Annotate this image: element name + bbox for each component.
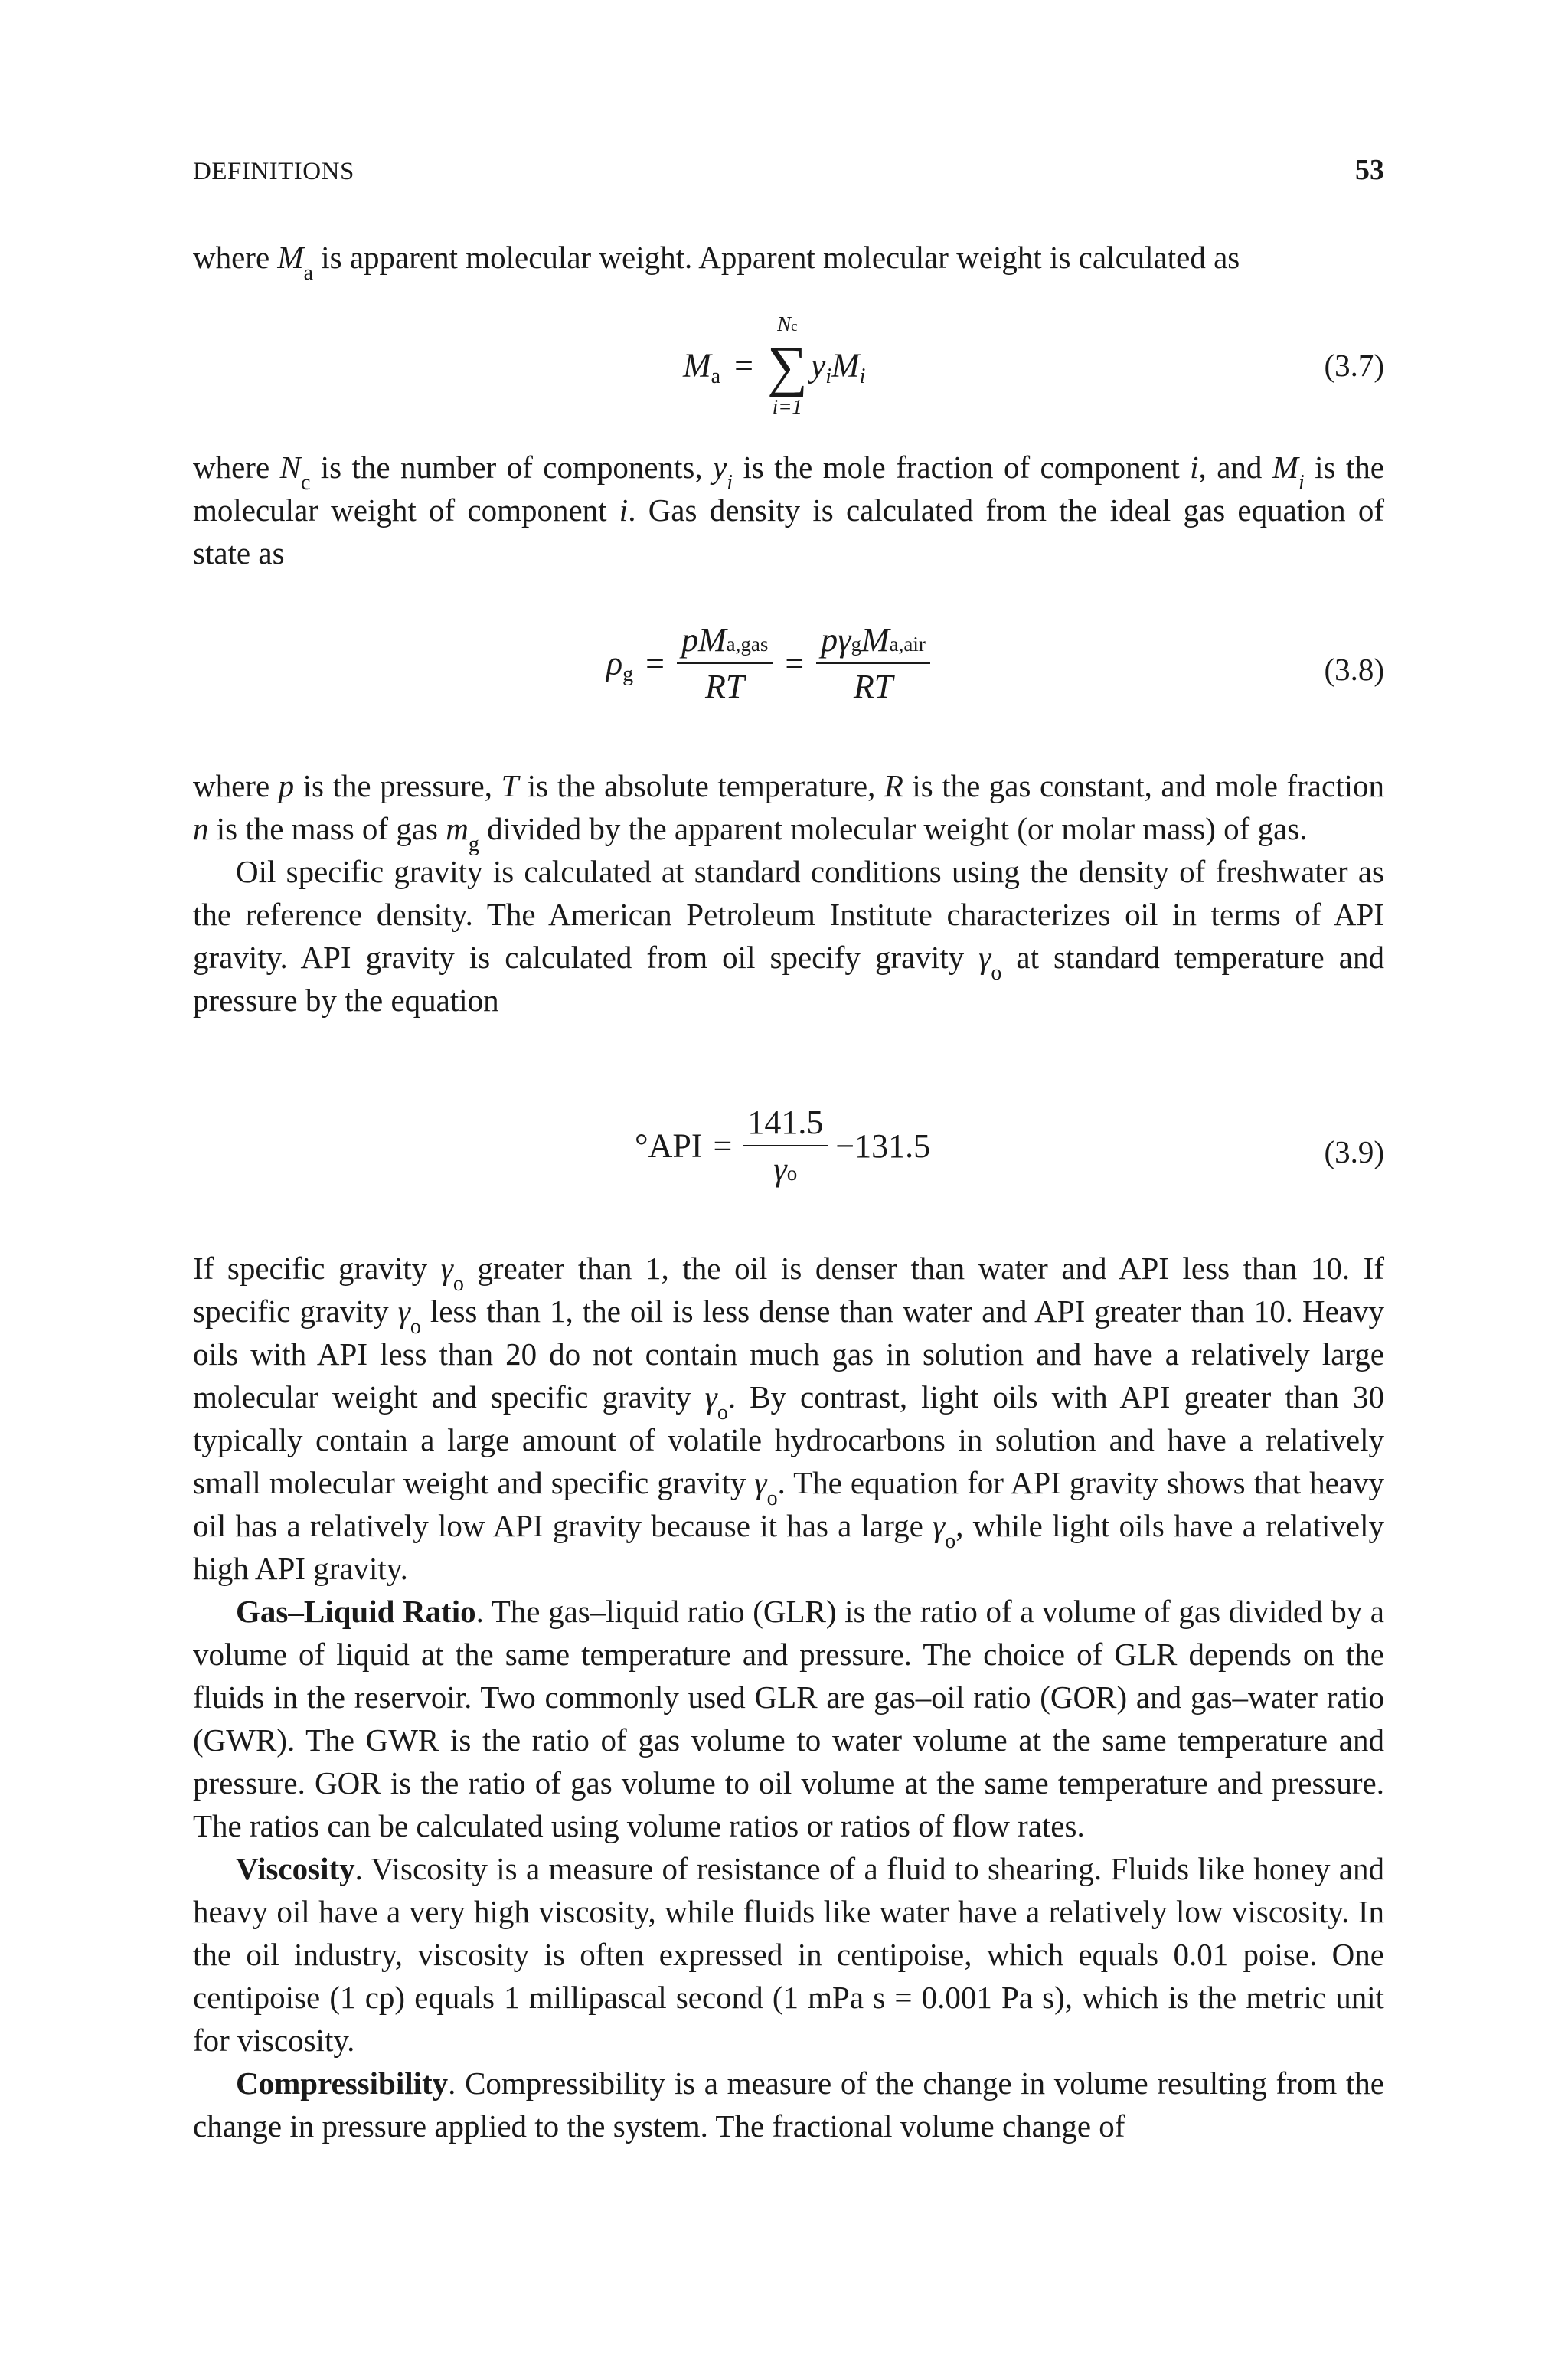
equation-number: (3.8) (1324, 652, 1384, 687)
fraction-gas-density: $\frac{\text{pMa,gas}}{RT}$ (677, 620, 773, 706)
page-number: 53 (1355, 154, 1384, 186)
paragraph-oil-specific-gravity: Oil specific gravity is calculated at standard conditions using the density of freshwater as the reference density. The American Petroleum Institute characterizes oil in terms of API gravity. API gravity is calculated from oil specify gravity $\gamma_o$ at standard temperature and pressure by the equation (193, 854, 1384, 1018)
term-viscosity: Viscosity (236, 1851, 355, 1886)
equation-3-9-body: °API = $\frac{141.5}{\gamma o}$ −131.5 (635, 1104, 931, 1188)
term-compressibility: Compressibility (236, 2065, 449, 2101)
equation-number: (3.7) (1324, 348, 1384, 383)
paragraph-gas-liquid-ratio: Gas–Liquid Ratio. The gas–liquid ratio (GLR) is the ratio of a volume of gas divided by a volume of liquid at the same temperature and pressure. The choice of GLR depends on the fluids in the reservoir. Two commonly used GLR are gas–oil ratio (GOR) and gas–water ratio (GWR). The GWR is the ratio of gas volume to water volume at the same temperature and pressure. GOR is the ratio of gas volume to oil volume at the same temperature and pressure. The ratios can be calculated using volume ratios or ratios of flow rates. (193, 1594, 1384, 1843)
equation-3-8 (193, 620, 1384, 728)
paragraph-ideal-gas: where p is the pressure, T is the absolute temperature, R is the gas constant, and mole fraction n is the mass of gas $m_g$ divided by the apparent molecular weight (or molar mass) of gas. Oil specific gravity is calculated at standard conditions using the density of freshwater as the reference density. The American Petroleum Institute characterizes oil in terms of API gravity. API gravity is calculated from oil specify gravity $\gamma_o$ at standard temperature and pressure by the equation (193, 764, 1384, 1022)
equation-3-8-body: ρg = $\frac{\text{pMa,gas}}{RT}$ = $\frac{\text{pγgMa,air}}{RT}$ (606, 620, 930, 706)
summation: Nc ∑ i=1 (766, 312, 808, 418)
term-gas-liquid-ratio: Gas–Liquid Ratio (236, 1594, 476, 1629)
equation-3-7-body: Ma = Nc ∑ i=1 yiMi (683, 312, 866, 418)
paragraph-components: where $N_c$ is the number of components, $y_i$ is the mole fraction of component i, and $M_i$ is the molecular weight of component i. Gas density is calculated from the ideal gas equation of state as (193, 450, 1384, 571)
fraction-api: $\frac{141.5}{\gamma o}$ (743, 1103, 828, 1189)
equation-3-9 (193, 1103, 1384, 1210)
running-header (193, 153, 1384, 187)
equation-3-7 (193, 312, 1384, 427)
fraction-specific-gravity: $\frac{\text{pγgMa,air}}{RT}$ (816, 620, 930, 706)
paragraph-compressibility: Compressibility. Compressibility is a measure of the change in volume resulting from the change in pressure applied to the system. The fractional volume change of (193, 2065, 1384, 2144)
paragraph-apparent-molecular-weight: where $M_a$ is apparent molecular weight. Apparent molecular weight is calculated as (193, 240, 1240, 285)
sigma-symbol: ∑ (766, 335, 808, 398)
paragraph-viscosity: Viscosity. Viscosity is a measure of resistance of a fluid to shearing. Fluids like honey and heavy oil have a very high viscosity, while fluids like water have a relatively low viscosity. In the oil industry, viscosity is often expressed in centipoise, which equals 0.01 poise. One centipoise (1 cp) equals 1 millipascal second (1 mPa s = 0.001 Pa s), which is the metric unit for viscosity. (193, 1851, 1384, 2058)
symbol-M: M (277, 240, 304, 275)
running-head: DEFINITIONS (193, 158, 354, 185)
equation-number: (3.9) (1324, 1134, 1384, 1169)
paragraph-api-gravity-discussion: If specific gravity $\gamma_o$ greater than 1, the oil is denser than water and API less than 10. If specific gravity $\gamma_o$ less than 1, the oil is less dense than water and API greater than 10. Heavy oils with API less than 20 do not contain much gas in solution and have a relatively large molecular weight and specific gravity $\gamma_o$. By contrast, light oils with API greater than 30 typically contain a large amount of volatile hydrocarbons in solution and have a relatively small molecular weight and specific gravity $\gamma_o$. The equation for API gravity shows that heavy oil has a relatively low API gravity because it has a large $\gamma_o$, while light oils have a relatively high API gravity. Gas–Liquid Ratio. The gas–liquid ratio (GLR) is the ratio of a volume of gas divided by a volume of liquid at the same temperature and pressure. The choice of GLR depends on the fluids in the reservoir. Two commonly used GLR are gas–oil ratio (GOR) and gas–water ratio (GWR). The GWR is the ratio of gas volume to water volume at the same temperature and pressure. GOR is the ratio of gas volume to oil volume at the same temperature and pressure. The ratios can be calculated using volume ratios or ratios of flow rates. Viscosity. Viscosity is a measure of resistance of a fluid to shearing. Fluids like honey and heavy oil have a very high viscosity, while fluids like water have a relatively low viscosity. In the oil industry, viscosity is often expressed in centipoise, which equals 0.01 poise. One centipoise (1 cp) equals 1 millipascal second (1 mPa s = 0.001 Pa s), which is the metric unit for viscosity. Compressibility. Compressibility is a measure of the change in volume resulting from the change in pressure applied to the system. The fractional volume change of (193, 1247, 1384, 2147)
